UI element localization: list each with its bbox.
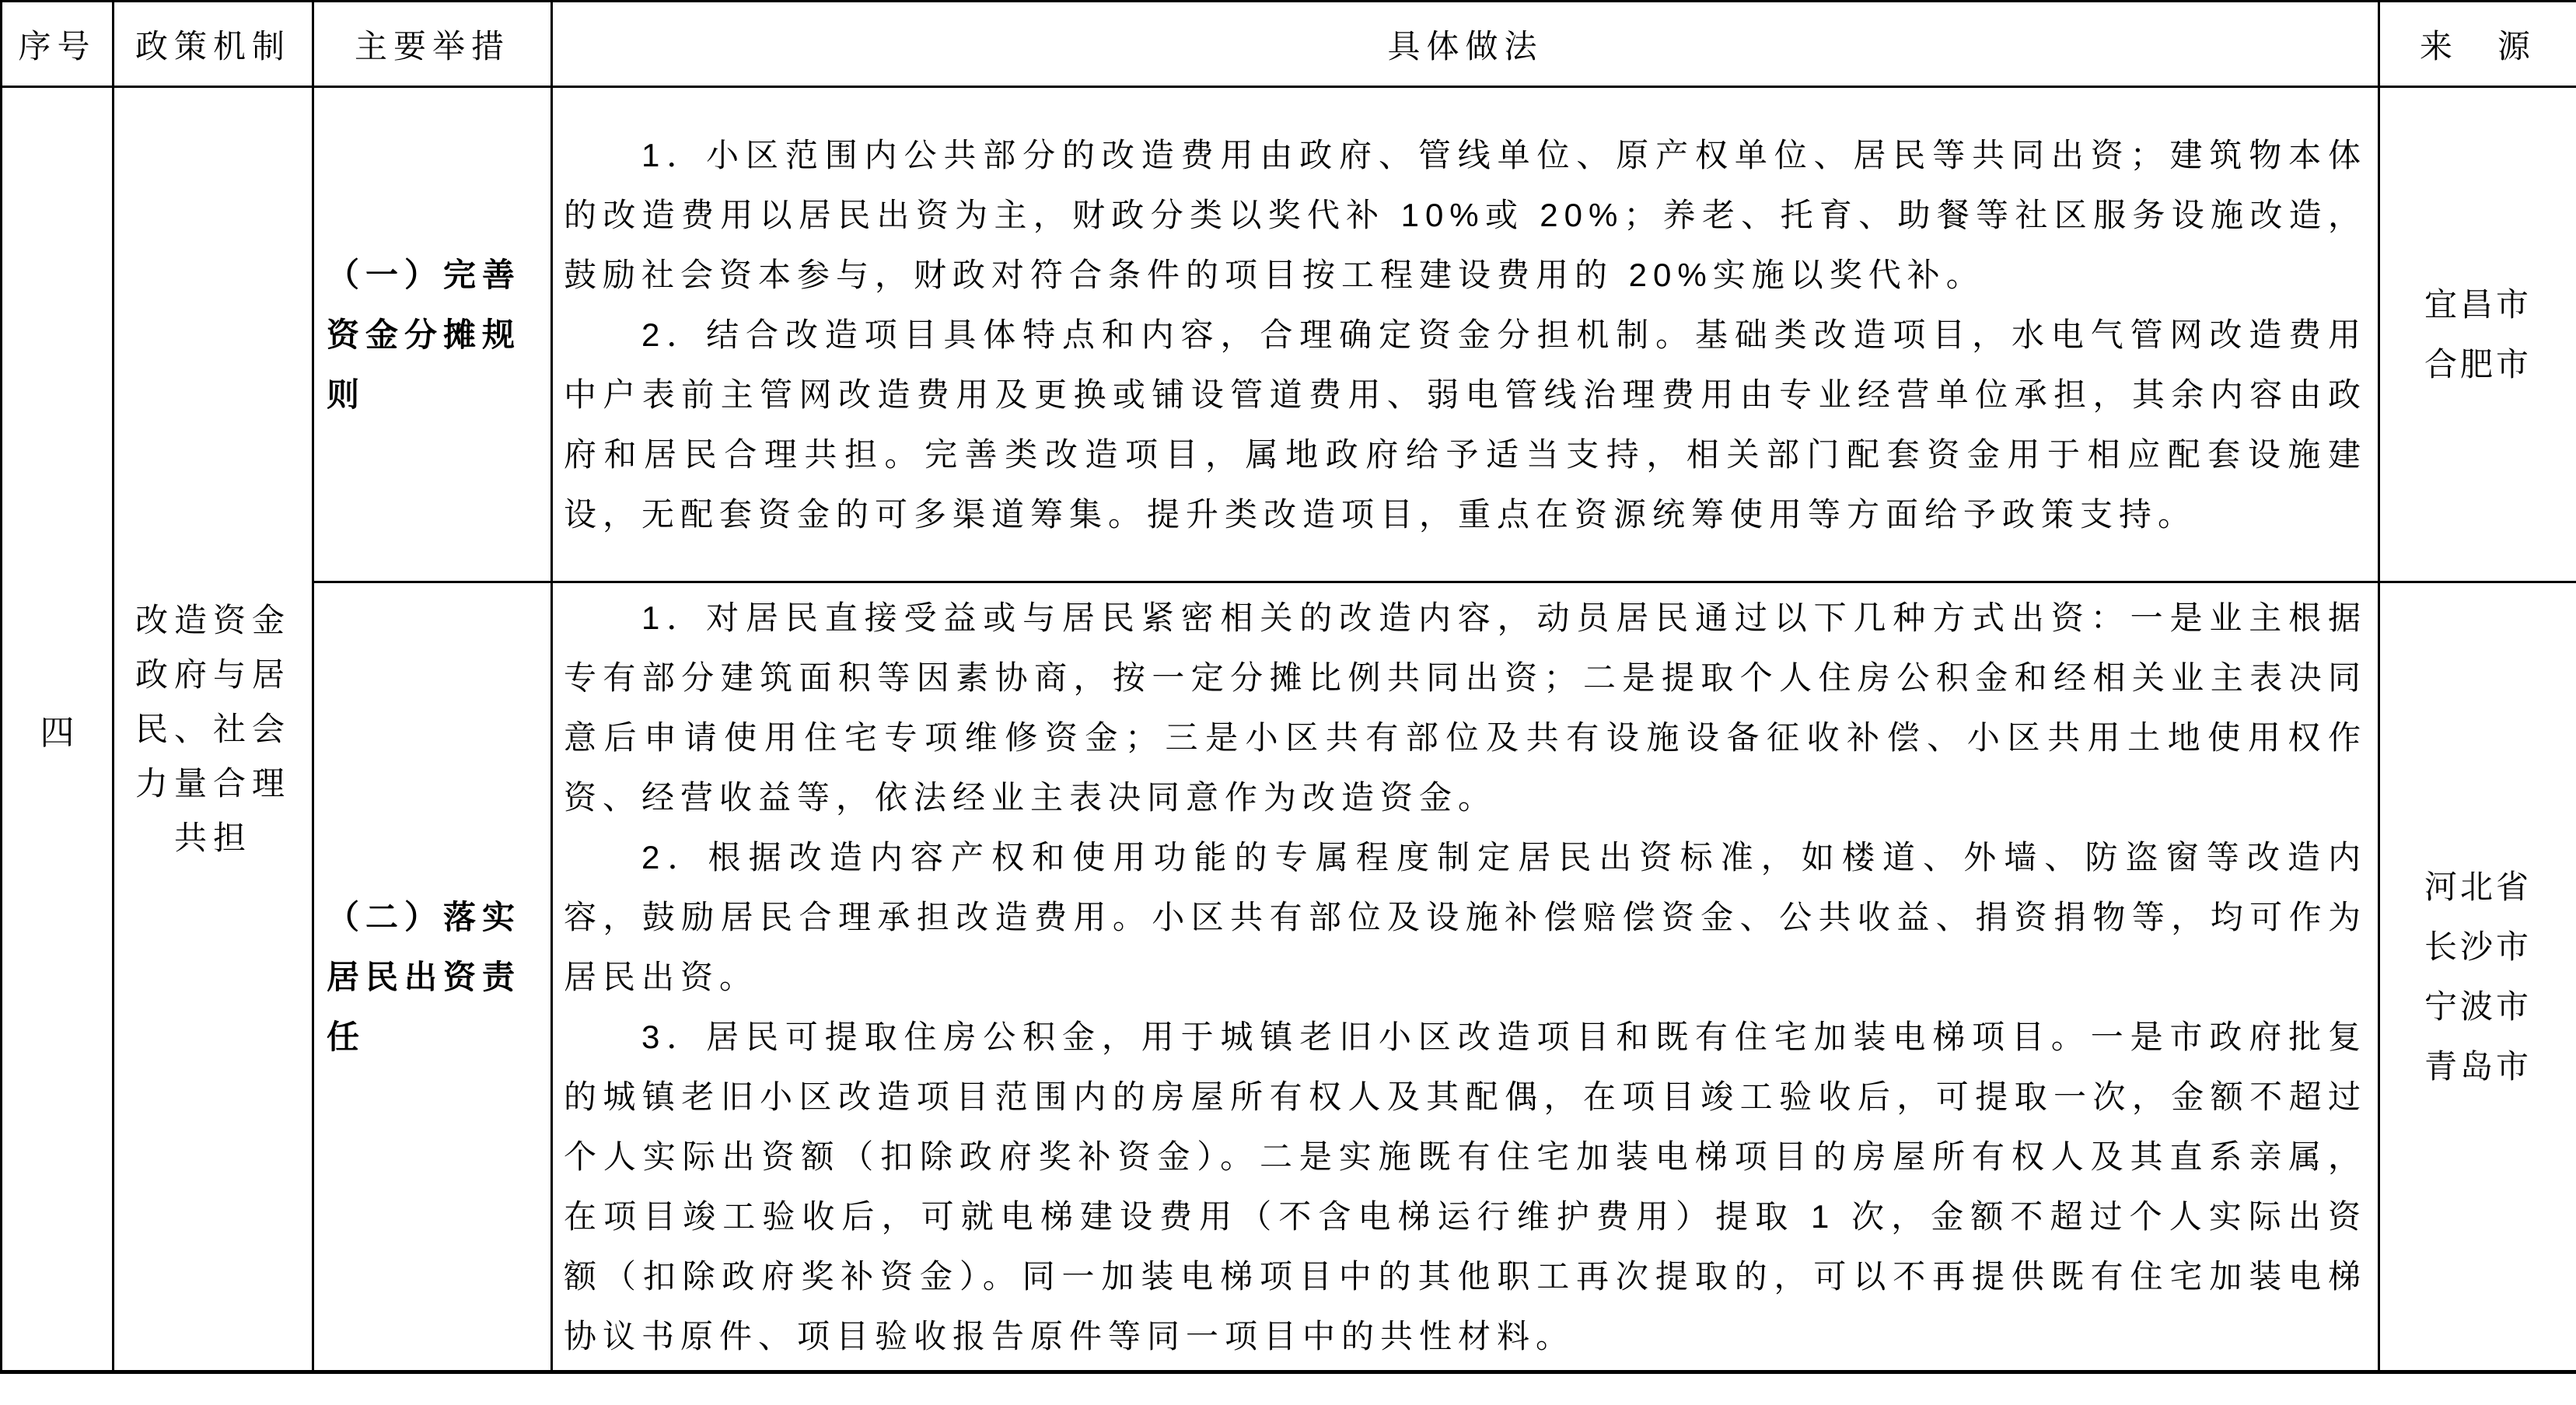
measure-cell-2 xyxy=(313,582,552,1372)
table-row-measure-1 xyxy=(2,87,2576,582)
practice-paragraph: 2．结合改造项目具体特点和内容，合理确定资金分担机制。基础类改造项目，水电气管网改造费用中户表前主管网改造费用及更换或铺设管道费用、弱电管线治理费用由专业经营单位承担，其余内容由政府和居民合理共担。完善类改造项目，属地政府给予适当支持，相关部门配套资金用于相应配套设施建设，无配套资金的可多渠道筹集。提升类改造项目，重点在资源统筹使用等方面给予政策支持。 xyxy=(564,316,2367,533)
header-specific-practices: 具体做法 xyxy=(552,2,2379,87)
source-city: 宜昌市 xyxy=(2424,286,2532,323)
header-policy-mechanism: 政策机制 xyxy=(114,2,313,87)
measure-title-1: （一）完善资金分摊规则 xyxy=(327,256,522,413)
practices-cell-1 xyxy=(552,87,2379,582)
serial-number: 四 xyxy=(40,713,75,752)
header-source: 来 源 xyxy=(2379,2,2576,87)
practices-cell-2 xyxy=(552,582,2379,1372)
source-city: 合肥市 xyxy=(2424,346,2532,383)
source-cell-1 xyxy=(2379,87,2576,582)
source-cell-2 xyxy=(2379,582,2576,1372)
source-city: 长沙市 xyxy=(2424,928,2532,965)
policy-mechanism-cell xyxy=(114,87,313,1372)
policy-mechanism-text: 改造资金政府与居民、社会力量合理共担 xyxy=(135,601,292,856)
serial-number-cell xyxy=(2,87,114,1372)
header-row xyxy=(2,2,2576,87)
practice-paragraph: 2．根据改造内容产权和使用功能的专属程度制定居民出资标准，如楼道、外墙、防盗窗等改造内容，鼓励居民合理承担改造费用。小区共有部位及设施补偿赔偿资金、公共收益、捐资捐物等，均可作为居民出资。 xyxy=(564,838,2367,995)
table-row-measure-2 xyxy=(2,582,2576,1372)
practice-paragraph: 3．居民可提取住房公积金，用于城镇老旧小区改造项目和既有住宅加装电梯项目。一是市政府批复的城镇老旧小区改造项目范围内的房屋所有权人及其配偶，在项目竣工验收后，可提取一次，金额不超过个人实际出资额（扣除政府奖补资金）。二是实施既有住宅加装电梯项目的房屋所有权人及其直系亲属，在项目竣工验收后，可就电梯建设费用（不含电梯运行维护费用）提取 1 次，金额不超过个人实际出资额（扣除政府奖补资金）。同一加装电梯项目中的其他职工再次提取的，可以不再提供既有住宅加装电梯协议书原件、项目验收报告原件等同一项目中的共性材料。 xyxy=(564,1018,2367,1354)
source-city: 宁波市 xyxy=(2424,988,2532,1025)
header-serial-number: 序号 xyxy=(2,2,114,87)
practice-paragraph: 1．对居民直接受益或与居民紧密相关的改造内容，动员居民通过以下几种方式出资：一是业主根据专有部分建筑面积等因素协商，按一定分摊比例共同出资；二是提取个人住房公积金和经相关业主表决同意后申请使用住宅专项维修资金；三是小区共有部位及共有设施设备征收补偿、小区共用土地使用权作资、经营收益等，依法经业主表决同意作为改造资金。 xyxy=(564,599,2367,816)
header-main-measures: 主要举措 xyxy=(313,2,552,87)
measure-title-2: （二）落实居民出资责任 xyxy=(327,898,522,1055)
practice-paragraph: 1．小区范围内公共部分的改造费用由政府、管线单位、原产权单位、居民等共同出资；建筑物本体的改造费用以居民出资为主，财政分类以奖代补 10%或 20%；养老、托育、助餐等社区服务设施改造，鼓励社会资本参与，财政对符合条件的项目按工程建设费用的 20%实施以奖代补。 xyxy=(564,136,2367,293)
measure-cell-1 xyxy=(313,87,552,582)
source-city: 河北省 xyxy=(2424,869,2532,905)
source-city: 青岛市 xyxy=(2424,1048,2532,1085)
